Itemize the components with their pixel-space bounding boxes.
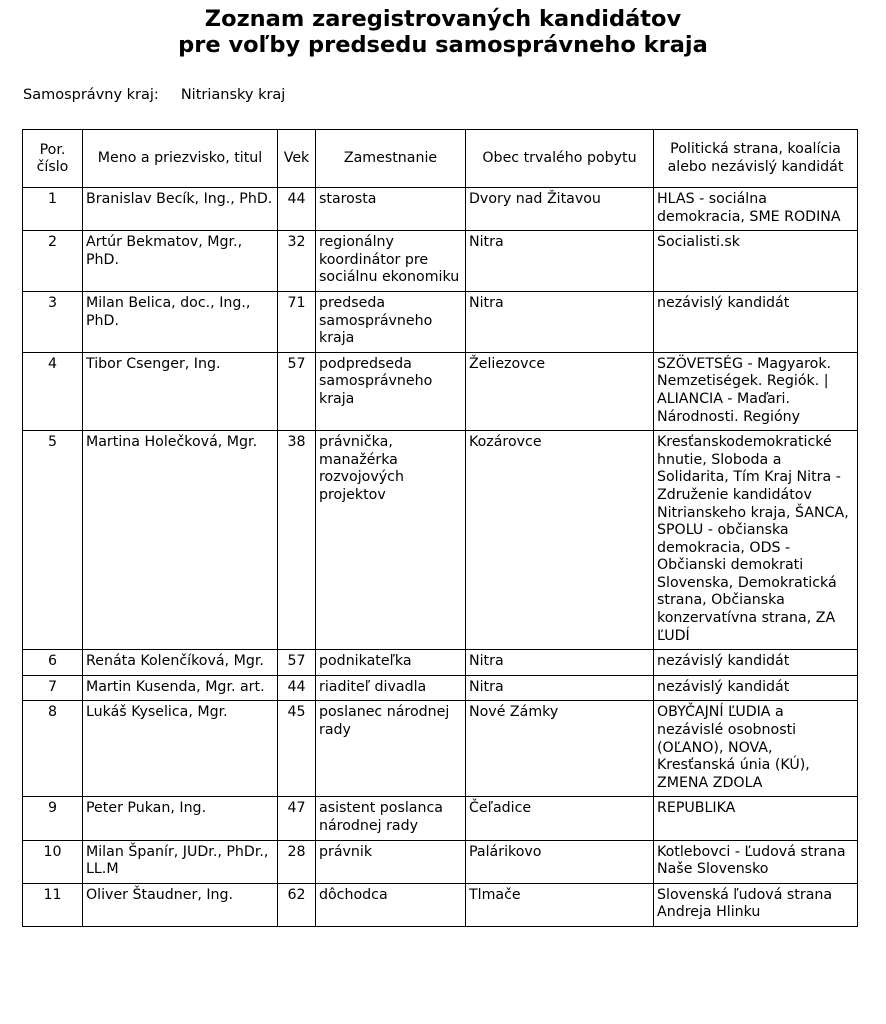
row-residence: Dvory nad Žitavou: [466, 188, 654, 231]
row-residence: Želiezovce: [466, 352, 654, 430]
row-residence: Palárikovo: [466, 840, 654, 883]
title-line-2: pre voľby predsedu samosprávneho kraja: [178, 32, 708, 58]
row-number: 7: [23, 675, 83, 701]
row-party: SZÖVETSÉG - Magyarok. Nemzetiségek. Regiók. | ALIANCIA - Maďari. Národnosti. Regióny: [654, 352, 858, 430]
row-occupation: poslanec národnej rady: [316, 701, 466, 797]
row-age: 71: [278, 291, 316, 352]
row-party: Kotlebovci - Ľudová strana Naše Slovensko: [654, 840, 858, 883]
row-occupation: riaditeľ divadla: [316, 675, 466, 701]
row-name: Tibor Csenger, Ing.: [83, 352, 278, 430]
header-party: Politická strana, koalícia alebo nezávislý kandidát: [654, 130, 858, 188]
row-residence: Nitra: [466, 231, 654, 292]
row-residence: Nitra: [466, 650, 654, 676]
table-row: [23, 291, 858, 352]
row-age: 44: [278, 675, 316, 701]
row-party: nezávislý kandidát: [654, 291, 858, 352]
header-number-line-2: číslo: [36, 158, 69, 175]
row-occupation: právnička, manažérka rozvojových projektov: [316, 431, 466, 650]
row-name: Peter Pukan, Ing.: [83, 797, 278, 840]
row-number: 5: [23, 431, 83, 650]
row-number: 1: [23, 188, 83, 231]
region-label: Samosprávny kraj:: [23, 87, 159, 103]
row-party: Socialisti.sk: [654, 231, 858, 292]
row-residence: Nitra: [466, 675, 654, 701]
row-age: 45: [278, 701, 316, 797]
row-party: Kresťanskodemokratické hnutie, Sloboda a Solidarita, Tím Kraj Nitra - Združenie kandidátov Nitrianskeho kraja, ŠANCA, SPOLU - občianska demokracia, ODS - Občianski demokrati Slovenska, Demokratická strana, Občianska konzervatívna strana, ZA ĽUDÍ: [654, 431, 858, 650]
table-row: [23, 231, 858, 292]
row-age: 38: [278, 431, 316, 650]
table-row: [23, 188, 858, 231]
row-occupation: podnikateľka: [316, 650, 466, 676]
row-age: 44: [278, 188, 316, 231]
row-age: 57: [278, 352, 316, 430]
header-number-line-1: Por.: [39, 141, 66, 158]
row-age: 62: [278, 883, 316, 926]
row-occupation: právnik: [316, 840, 466, 883]
row-number: 2: [23, 231, 83, 292]
row-number: 11: [23, 883, 83, 926]
region-value: Nitriansky kraj: [180, 87, 286, 103]
row-residence: Kozárovce: [466, 431, 654, 650]
row-residence: Nové Zámky: [466, 701, 654, 797]
row-age: 32: [278, 231, 316, 292]
row-occupation: regionálny koordinátor pre sociálnu ekonomiku: [316, 231, 466, 292]
table-row: [23, 840, 858, 883]
table-row: [23, 797, 858, 840]
row-name: Milan Belica, doc., Ing., PhD.: [83, 291, 278, 352]
row-party: REPUBLIKA: [654, 797, 858, 840]
table-row: [23, 431, 858, 650]
row-number: 8: [23, 701, 83, 797]
table-row: [23, 883, 858, 926]
table-row: [23, 701, 858, 797]
row-occupation: predseda samosprávneho kraja: [316, 291, 466, 352]
row-party: Slovenská ľudová strana Andreja Hlinku: [654, 883, 858, 926]
row-number: 4: [23, 352, 83, 430]
row-name: Branislav Becík, Ing., PhD.: [83, 188, 278, 231]
row-name: Martin Kusenda, Mgr. art.: [83, 675, 278, 701]
row-occupation: starosta: [316, 188, 466, 231]
row-age: 28: [278, 840, 316, 883]
table-row: [23, 352, 858, 430]
row-number: 9: [23, 797, 83, 840]
header-name: Meno a priezvisko, titul: [83, 130, 278, 188]
row-age: 47: [278, 797, 316, 840]
row-residence: Nitra: [466, 291, 654, 352]
row-name: Milan Španír, JUDr., PhDr., LL.M: [83, 840, 278, 883]
table-row: [23, 650, 858, 676]
row-occupation: asistent poslanca národnej rady: [316, 797, 466, 840]
table-header-row: [23, 130, 858, 188]
table-row: [23, 675, 858, 701]
row-name: Lukáš Kyselica, Mgr.: [83, 701, 278, 797]
row-name: Oliver Štaudner, Ing.: [83, 883, 278, 926]
document-title: [0, 6, 886, 58]
row-occupation: dôchodca: [316, 883, 466, 926]
row-name: Martina Holečková, Mgr.: [83, 431, 278, 650]
row-occupation: podpredseda samosprávneho kraja: [316, 352, 466, 430]
row-residence: Tlmače: [466, 883, 654, 926]
row-residence: Čeľadice: [466, 797, 654, 840]
row-name: Renáta Kolenčíková, Mgr.: [83, 650, 278, 676]
row-party: nezávislý kandidát: [654, 675, 858, 701]
header-residence: Obec trvalého pobytu: [466, 130, 654, 188]
row-name: Artúr Bekmatov, Mgr., PhD.: [83, 231, 278, 292]
header-number: [23, 130, 83, 188]
region-line: [23, 86, 285, 104]
candidates-table: [22, 129, 858, 927]
row-party: HLAS - sociálna demokracia, SME RODINA: [654, 188, 858, 231]
row-number: 10: [23, 840, 83, 883]
row-party: OBYČAJNÍ ĽUDIA a nezávislé osobnosti (OĽANO), NOVA, Kresťanská únia (KÚ), ZMENA ZDOLA: [654, 701, 858, 797]
row-number: 6: [23, 650, 83, 676]
row-number: 3: [23, 291, 83, 352]
header-occupation: Zamestnanie: [316, 130, 466, 188]
row-age: 57: [278, 650, 316, 676]
header-age: Vek: [278, 130, 316, 188]
row-party: nezávislý kandidát: [654, 650, 858, 676]
title-line-1: Zoznam zaregistrovaných kandidátov: [204, 6, 682, 32]
